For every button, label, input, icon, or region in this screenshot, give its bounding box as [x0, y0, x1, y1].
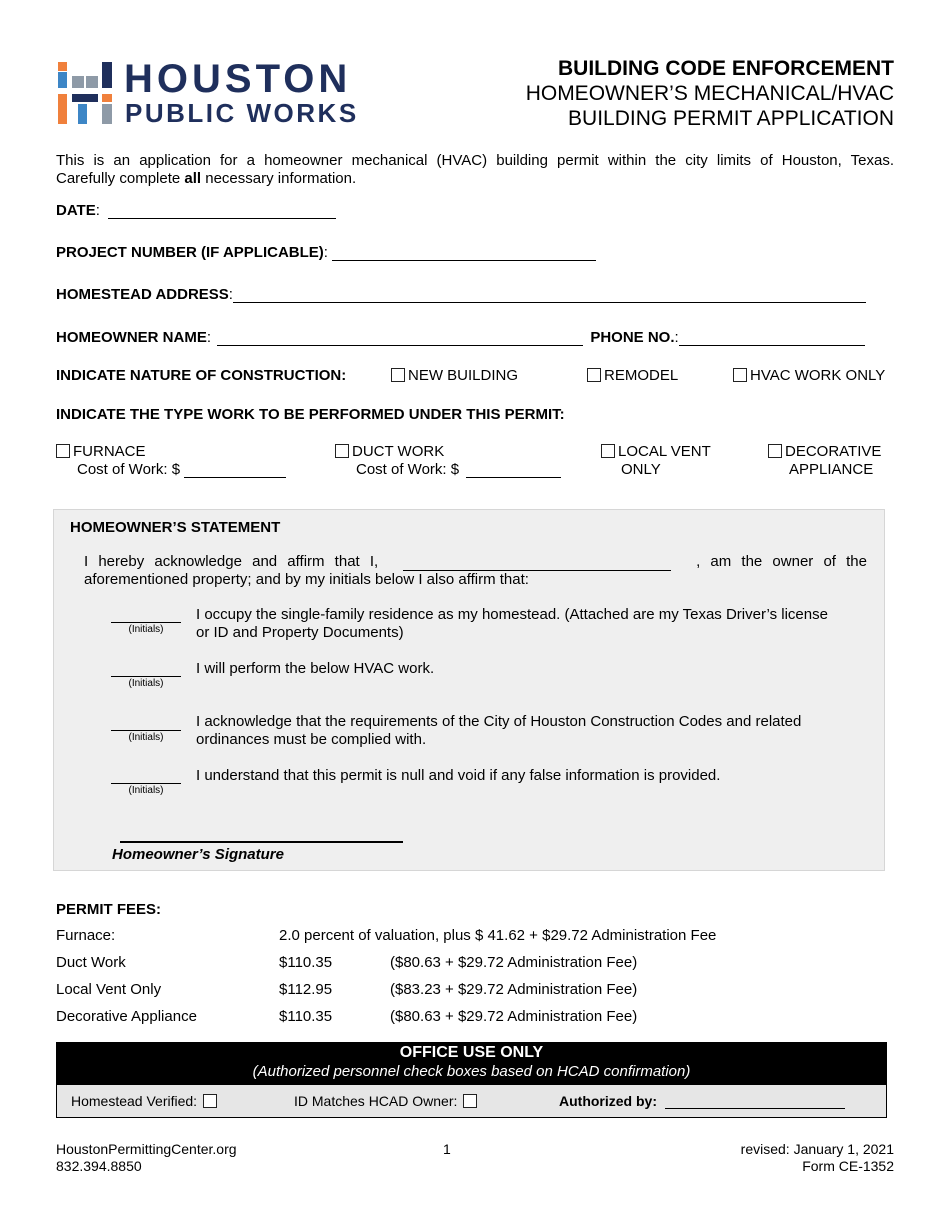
- fee-row-furnace: Furnace: 2.0 percent of valuation, plus $ 41.62 + $29.72 Administration Fee: [56, 927, 717, 944]
- duct-cost-field[interactable]: [466, 463, 561, 478]
- permit-fees-title: PERMIT FEES:: [56, 901, 162, 918]
- houston-public-works-logo: [56, 57, 376, 128]
- statement-item-3: I acknowledge that the requirements of the City of Houston Construction Codes and related ordinances must be complied with.: [196, 713, 802, 748]
- hvac-only-option[interactable]: HVAC WORK ONLY: [733, 367, 885, 384]
- fee-row-duct-work: Duct Work $110.35 ($80.63 + $29.72 Administration Fee): [56, 954, 638, 971]
- id-matches-option[interactable]: ID Matches HCAD Owner:: [294, 1093, 480, 1109]
- owner-label: HOMEOWNER NAME: [56, 329, 207, 346]
- office-use-body: [56, 1085, 887, 1118]
- logo-mark-icon: [56, 60, 118, 126]
- statement-ack: I hereby acknowledge and affirm that I, , am the owner of the aforementioned property; and by my initials below I also affirm that:: [84, 553, 867, 588]
- logo-houston-text: HOUSTON: [124, 57, 352, 101]
- statement-title: HOMEOWNER’S STATEMENT: [70, 519, 281, 536]
- local-vent-label-2: ONLY: [621, 461, 661, 478]
- homeowner-signature-field[interactable]: [120, 841, 403, 843]
- date-label: DATE: [56, 202, 96, 219]
- intro-line-1: This is an application for a homeowner mechanical (HVAC) building permit within the city limits of Houston, Texas.: [56, 152, 894, 169]
- owner-row: HOMEOWNER NAME: PHONE NO.:: [56, 329, 865, 346]
- owner-name-field[interactable]: [217, 331, 583, 346]
- footer-form-number: Form CE-1352: [802, 1158, 894, 1174]
- furnace-cost-field[interactable]: [184, 463, 286, 478]
- office-use-title: OFFICE USE ONLY: [399, 1044, 544, 1061]
- statement-ack-line-2: aforementioned property; and by my initials below I also affirm that:: [84, 571, 529, 588]
- furnace-cost-row: Cost of Work: $: [77, 461, 286, 478]
- footer-phone: 832.394.8850: [56, 1158, 142, 1174]
- page-number: 1: [443, 1141, 451, 1157]
- fee-row-local-vent: Local Vent Only $112.95 ($83.23 + $29.72 Administration Fee): [56, 981, 638, 998]
- signature-label: Homeowner’s Signature: [112, 846, 284, 863]
- intro-line-2: Carefully complete all necessary information.: [56, 170, 357, 187]
- furnace-checkbox[interactable]: [56, 444, 70, 458]
- footer-revised: revised: January 1, 2021: [740, 1141, 894, 1157]
- address-label: HOMESTEAD ADDRESS: [56, 286, 229, 303]
- duct-work-checkbox[interactable]: [335, 444, 349, 458]
- initials-field-1[interactable]: (Initials): [111, 608, 181, 635]
- project-number-field[interactable]: [332, 246, 596, 261]
- intro-text: [56, 152, 894, 188]
- statement-item-1: I occupy the single-family residence as my homestead. (Attached are my Texas Driver’s license or ID and Property Documents): [196, 606, 828, 641]
- local-vent-option[interactable]: LOCAL VENT: [601, 443, 711, 460]
- office-use-header: [56, 1042, 887, 1085]
- project-label: PROJECT NUMBER (IF APPLICABLE): [56, 244, 324, 261]
- phone-label: PHONE NO.: [590, 329, 675, 346]
- decorative-appliance-option[interactable]: DECORATIVE: [768, 443, 881, 460]
- work-type-label: INDICATE THE TYPE WORK TO BE PERFORMED UNDER THIS PERMIT:: [56, 406, 565, 423]
- initials-field-3[interactable]: (Initials): [111, 716, 181, 743]
- furnace-option[interactable]: FURNACE: [56, 443, 146, 460]
- id-matches-checkbox[interactable]: [463, 1094, 477, 1108]
- authorized-by-row: Authorized by:: [559, 1093, 845, 1109]
- homestead-verified-option[interactable]: Homestead Verified:: [71, 1093, 220, 1109]
- initials-field-4[interactable]: (Initials): [111, 769, 181, 796]
- local-vent-checkbox[interactable]: [601, 444, 615, 458]
- owner-affirm-name-field[interactable]: [403, 556, 671, 571]
- office-use-subtitle: (Authorized personnel check boxes based on HCAD confirmation): [252, 1063, 691, 1080]
- date-field[interactable]: [108, 204, 336, 219]
- header-title: BUILDING CODE ENFORCEMENT: [558, 57, 894, 80]
- construction-label: INDICATE NATURE OF CONSTRUCTION:: [56, 367, 347, 384]
- initials-field-2[interactable]: (Initials): [111, 662, 181, 689]
- authorized-by-field[interactable]: [665, 1094, 845, 1109]
- address-row: HOMESTEAD ADDRESS:: [56, 286, 866, 303]
- header-subtitle-2: BUILDING PERMIT APPLICATION: [568, 107, 894, 130]
- fee-row-decorative-appliance: Decorative Appliance $110.35 ($80.63 + $29.72 Administration Fee): [56, 1008, 638, 1025]
- statement-item-4: I understand that this permit is null and void if any false information is provided.: [196, 767, 721, 784]
- date-row: DATE:: [56, 202, 336, 219]
- duct-work-option[interactable]: DUCT WORK: [335, 443, 444, 460]
- statement-item-2: I will perform the below HVAC work.: [196, 660, 435, 677]
- decorative-label-2: APPLIANCE: [789, 461, 874, 478]
- footer-website: HoustonPermittingCenter.org: [56, 1141, 237, 1157]
- remodel-checkbox[interactable]: [587, 368, 601, 382]
- new-building-option[interactable]: NEW BUILDING: [391, 367, 518, 384]
- project-row: PROJECT NUMBER (IF APPLICABLE):: [56, 244, 596, 261]
- new-building-checkbox[interactable]: [391, 368, 405, 382]
- header-subtitle-1: HOMEOWNER’S MECHANICAL/HVAC: [525, 82, 894, 105]
- logo-public-works-text: PUBLIC WORKS: [125, 98, 359, 128]
- phone-field[interactable]: [679, 331, 865, 346]
- homestead-verified-checkbox[interactable]: [203, 1094, 217, 1108]
- duct-cost-row: Cost of Work: $: [356, 461, 561, 478]
- homeowner-statement-box: [53, 509, 885, 871]
- remodel-option[interactable]: REMODEL: [587, 367, 678, 384]
- hvac-work-only-checkbox[interactable]: [733, 368, 747, 382]
- address-field[interactable]: [233, 288, 866, 303]
- decorative-appliance-checkbox[interactable]: [768, 444, 782, 458]
